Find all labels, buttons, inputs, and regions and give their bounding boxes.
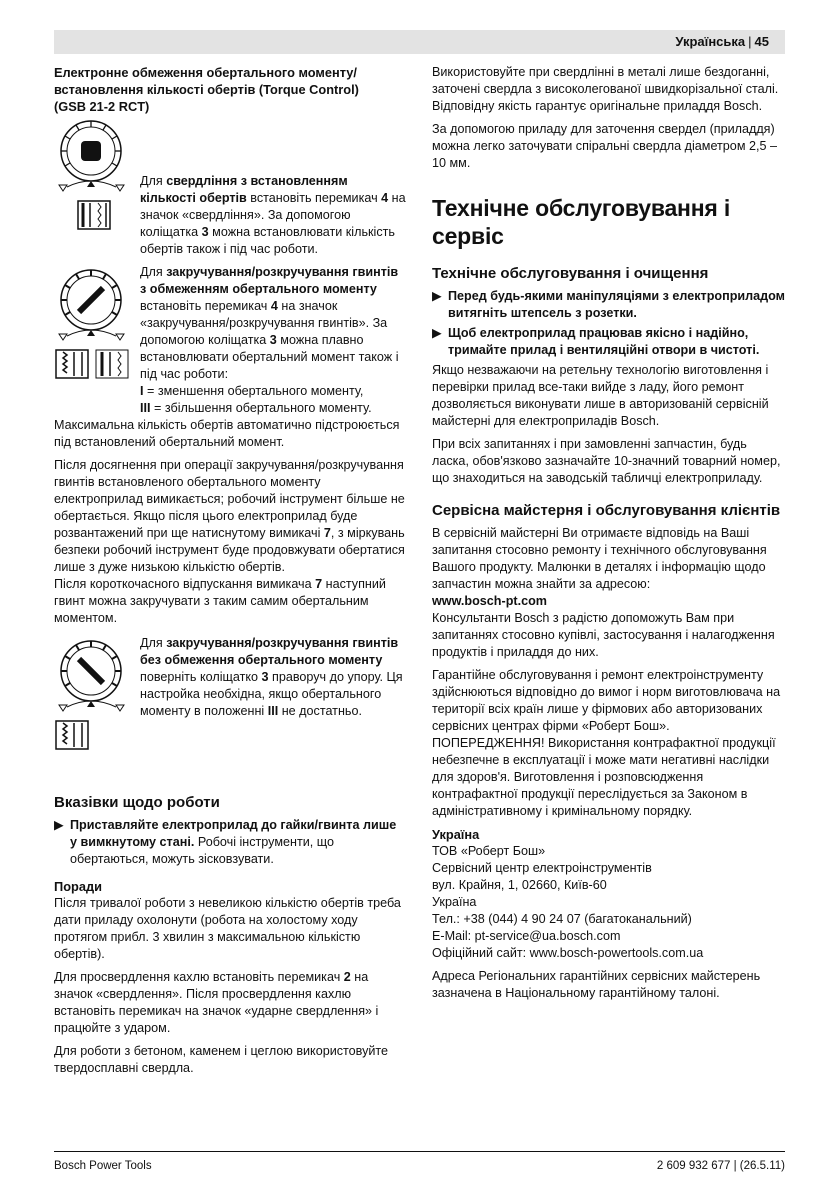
tips2-text-3: на значок «свердлення». Після просвердлення кахлю встановіть перемикач на значок «ударне свердлення» і працюйте з ударом. [54,970,379,1035]
drill-setting-block [54,117,406,258]
torque-iii-text: = збільшення обертального моменту. [150,401,372,415]
service-heading: Сервісна майстерня і обслуговування клієнтів [432,502,781,519]
address-line: вул. Крайня, 1, 02660, Київ-60 [432,878,607,892]
drill-dial-figure [54,117,134,235]
bullet-keep-clean-text: Щоб електроприлад працював якісно і надійно, тримайте прилад і вентиляційні отвори в чистоті. [448,326,760,357]
short-text-1: Після короткочасного відпускання вимикача [54,577,316,591]
bullet1-bold: Приставляйте електроприлад до гайки/гвинта лише у вимкнутому стані. [70,818,397,849]
arrow-icon: ▶ [432,289,442,303]
address-block [432,843,785,962]
max-speed-paragraph: Максимальна кількість обертів автоматично підстроюється під встановлений обертальний момент. [54,418,400,449]
right-column [432,64,785,1008]
bosch-pt-link[interactable]: www.bosch-pt.com [432,594,547,608]
warning-text: ПОПЕРЕДЖЕННЯ! Використання контрафактної продукції небезпечне в експлуатації і може мати негативні наслідки для здоров'я. Виготовлення і розповсюдження контрафактної продукції переслідується за Законом в адміністративному і кримінальному порядку. [432,736,776,818]
drill-text-6: 3 [201,225,209,239]
warranty-text: Гарантійне обслуговування і ремонт електроінструменту здійснюються відповідно до вимог і норм виготовлювача на території всіх країн лише у фірмових або авторизованих сервісних центрах фірми «Роберт Бош». [432,668,781,733]
short-text-2: 7 [315,577,323,591]
website-line[interactable]: Офіційний сайт: www.bosch-powertools.com.ua [432,946,704,960]
regional-service-paragraph: Адреса Регіональних гарантійних сервісних майстерень зазначена в Національному гарантійному талоні. [432,969,761,1000]
tips2-text-2: 2 [343,970,351,984]
email-line[interactable]: E-Mail: pt-service@ua.bosch.com [432,929,621,943]
address-line: Україна [432,895,477,909]
bullet-keep-clean [432,325,785,359]
torque-i-text: = зменшення обертального моменту, [143,384,364,398]
nolimit-text-5: праворуч до упору. Ця настройка необхідна, якщо обертального моменту в положенні [140,670,403,718]
work-instructions-heading: Вказівки щодо роботи [54,794,220,811]
phone-line: Тел.: +38 (044) 4 90 24 07 (багатоканальний) [432,912,692,926]
nolimit-text-1: Для [140,636,167,650]
bullet-place-tool [54,817,406,868]
bullet1-normal: Робочі інструменти, що обертаються, можуть зісковзувати. [70,835,334,866]
tips-paragraph-1: Після тривалої роботи з невеликою кількістю обертів треба дати приладу охолонути (робота на холостому ходу протягом прибл. 3 хвилин з максимальною кількістю обертів). [54,896,401,961]
screw-setting-block [54,264,406,417]
arrow-icon: ▶ [54,818,64,832]
screw-text-5: на значок «закручування/розкручування гвинтів». За допомогою коліщатка [140,299,388,347]
screw-dial-icon [54,264,134,384]
country-heading: Україна [432,827,480,842]
header-separator: | [748,34,752,49]
footer-brand: Bosch Power Tools [54,1160,152,1172]
bullet-unplug-text: Перед будь-якими маніпуляціями з електроприладом витягніть штепсель з розетки. [448,289,785,320]
address-line: ТОВ «Роберт Бош» [432,844,546,858]
tips-paragraph-2 [54,969,406,1037]
torque-iii-label: III [140,401,151,415]
drill-text-2: свердління з встановленням кількості обертів [140,174,348,205]
screw-text-6: 3 [269,333,277,347]
nolimit-text-4: 3 [261,670,269,684]
no-limit-setting-block [54,635,406,755]
service-text: В сервісній майстерні Ви отримаєте відповідь на Ваші запитання стосовно ремонту і технічного обслуговування Вашого продукту. Малюнки в деталях і інформацію щодо запчастин можна знайти за адресою: [432,526,767,591]
drill-text-1: Для [140,174,167,188]
maintenance-service-title: Технічне обслуговування і сервіс [432,195,731,249]
sharpening-paragraph: За допомогою приладу для заточення свердел (приладдя) можна легко заточувати спіральні свердла діаметром 2,5 – 10 мм. [432,122,777,170]
footer-doc-number: 2 609 932 677 | (26.5.11) [656,1160,785,1172]
no-limit-setting-text [140,635,406,755]
address-line: Сервісний центр електроінструментів [432,861,652,875]
drill-text-5: на значок «свердління». За допомогою коліщатка [140,191,406,239]
tips-paragraph-3: Для роботи з бетоном, каменем і цеглою використовуйте твердосплавні свердла. [54,1044,389,1075]
screw-text-7: можна плавно встановлювати обертальний момент також і під час роботи: [140,333,399,381]
repair-paragraph: Якщо незважаючи на ретельну технологію виготовлення і перевірки прилад все-таки вийде з ладу, його ремонт дозволяється виконувати лише в авторизованій сервісній майстерні для електроприладів Bosch. [432,363,769,428]
page-header [54,30,785,54]
no-limit-dial-figure [54,635,134,755]
header-text [675,33,769,50]
screw-text-1: Для [140,265,167,279]
tips-heading: Поради [54,879,102,894]
torque-title [54,64,406,115]
drill-setting-text [140,117,406,258]
page-number: 45 [754,34,769,49]
torque-decrease-line [140,383,406,400]
torque-title-line-3: (GSB 21-2 RCT) [54,99,150,114]
nolimit-text-6: III [267,704,279,718]
drill-text-3: встановіть перемикач [246,191,382,205]
drill-dial-icon [54,117,134,235]
screw-text-2: закручування/розкручування гвинтів з обмеженням обертального моменту [140,265,399,296]
screw-dial-figure [54,264,134,384]
drill-text-7: можна встановлювати кількість обертів також і під час роботи. [140,225,395,256]
bullet-unplug [432,288,785,322]
no-limit-dial-icon [54,635,134,755]
short-release-paragraph [54,576,406,627]
after-torque-paragraph [54,457,406,576]
maintenance-cleaning-heading: Технічне обслуговування і очищення [432,265,709,282]
service-paragraph [432,525,785,610]
short-text-3: наступний гвинт можна закручувати з таким самим обертальним моментом. [54,577,386,625]
after-text-2: 7 [323,526,331,540]
page-footer [54,1151,785,1175]
torque-title-line-1: Електронне обмеження обертального моменту/ [54,65,357,80]
warranty-paragraph [432,667,785,820]
torque-title-line-2: встановлення кількості обертів (Torque Control) [54,82,359,97]
header-language: Українська [675,34,746,49]
after-text-1: Після досягнення при операції закручування/розкручування гвинтів встановленого обертального моменту електроприлад вимикається; робочий інструмент більше не обертається. Якщо після цього електроприлад буде розвантажений при ще натиснутому вимикачі [54,458,405,540]
left-column [54,64,406,1083]
nolimit-text-3: поверніть коліщатко [140,670,262,684]
spare-parts-paragraph: При всіх запитаннях і при замовленні запчастин, будь ласка, обов'язково зазначайте 10-значний товарний номер, що знаходиться на заводській табличці електроприладу. [432,437,781,485]
consultants-paragraph: Консультанти Bosch з радістю допоможуть Вам при запитаннях стосовно купівлі, застосування і налагодження продуктів і приладдя до них. [432,611,775,659]
torque-increase-line [140,400,406,417]
screw-text-4: 4 [270,299,278,313]
metal-drilling-paragraph: Використовуйте при свердлінні в металі лише бездоганні, заточені свердла з високолегованої швидкорізальної сталі. Відповідну якість гарантує оригінальне приладдя Bosch. [432,65,779,113]
nolimit-text-7: не достатньо. [278,704,362,718]
screw-text-3: встановіть перемикач [140,299,271,313]
arrow-icon: ▶ [432,326,442,340]
screw-setting-text [140,264,406,417]
nolimit-text-2: закручування/розкручування гвинтів без обмеження обертального моменту [140,636,399,667]
drill-text-4: 4 [381,191,389,205]
tips2-text-1: Для просвердлення кахлю встановіть перемикач [54,970,344,984]
torque-i-label: I [140,384,144,398]
after-text-3: , з міркувань безпеки робочий інструмент буде продовжувати обертатися лише з дуже низькою кількістю обертів. [54,526,405,574]
